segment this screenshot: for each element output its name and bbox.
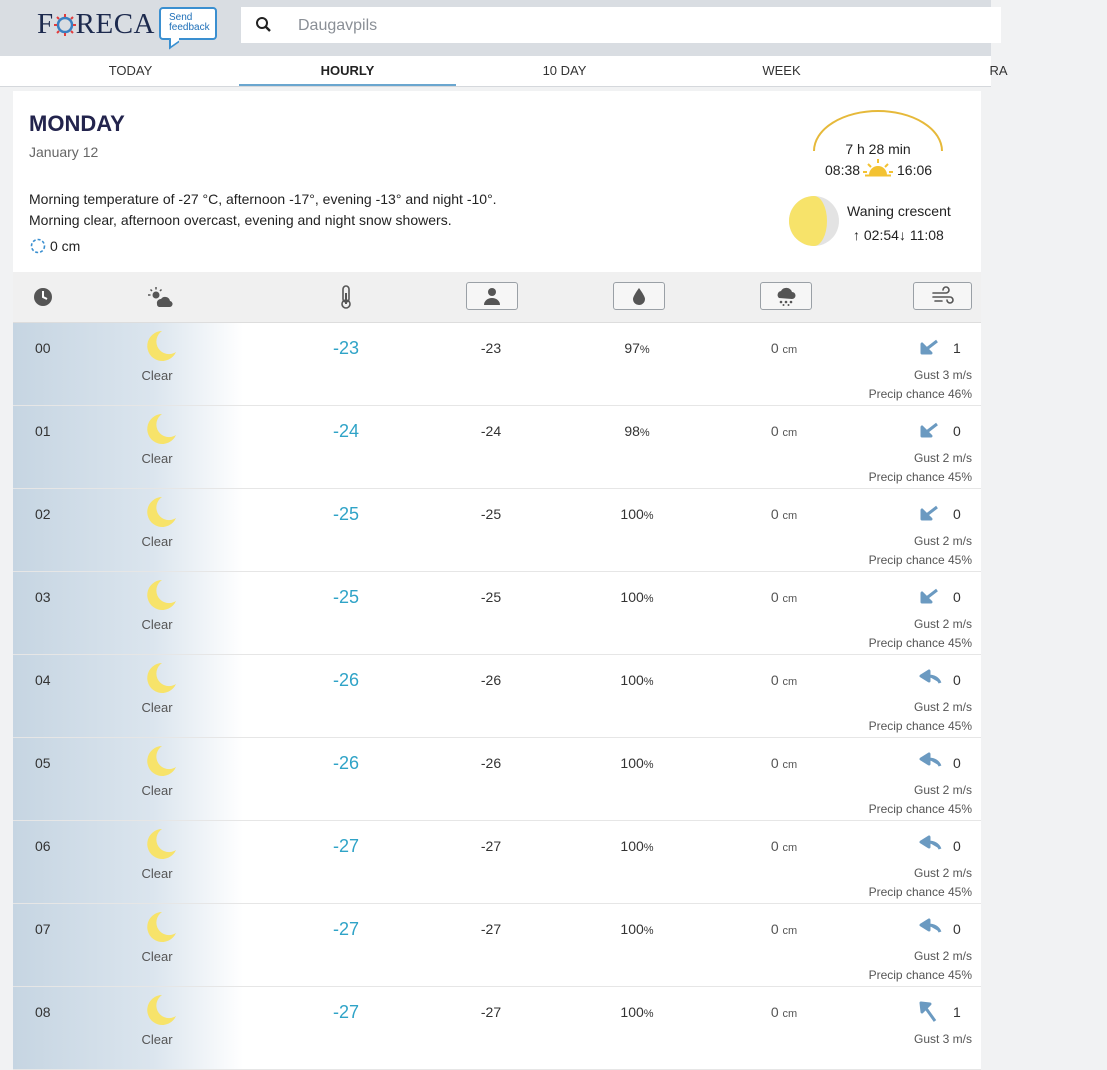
hour-row-04[interactable] bbox=[13, 655, 981, 738]
precipitation bbox=[744, 340, 824, 356]
rain-cloud-icon bbox=[775, 286, 797, 306]
moonrise-time: ↑ 02:54 bbox=[853, 227, 899, 243]
thermometer-icon bbox=[331, 282, 361, 312]
temperature: -24 bbox=[332, 421, 359, 441]
humidity-toggle-button[interactable] bbox=[613, 282, 665, 310]
gust: Gust 2 m/s bbox=[913, 783, 972, 797]
precip-value: 0 bbox=[770, 340, 779, 356]
wind-speed: 1 bbox=[953, 340, 961, 356]
precip-chance: Precip chance 45% bbox=[868, 885, 972, 899]
hour-row-08[interactable] bbox=[13, 987, 981, 1070]
humidity bbox=[597, 340, 677, 356]
temperature: -26 bbox=[332, 670, 359, 690]
precip-unit: cm bbox=[782, 427, 798, 439]
condition-text: Clear bbox=[141, 700, 173, 715]
precip-unit: cm bbox=[782, 759, 798, 771]
condition-text: Clear bbox=[141, 866, 173, 881]
precip-value: 0 bbox=[770, 506, 779, 522]
hourly-forecast-panel bbox=[13, 91, 981, 1049]
gust: Gust 3 m/s bbox=[913, 1032, 972, 1046]
moon-times bbox=[853, 227, 944, 243]
hour-label: 01 bbox=[35, 423, 51, 439]
hour-label: 03 bbox=[35, 589, 51, 605]
temperature: -26 bbox=[332, 753, 359, 773]
day-length: 7 h 28 min bbox=[845, 141, 911, 157]
precip-value: 0 bbox=[770, 589, 779, 605]
summary-line-conditions: Morning clear, afternoon overcast, evening and night snow showers. bbox=[29, 212, 452, 228]
tab-10-day[interactable]: 10 DAY bbox=[542, 63, 587, 78]
humidity bbox=[597, 589, 677, 605]
feels-like: -27 bbox=[480, 921, 502, 937]
day-summary bbox=[29, 189, 497, 231]
precip-value: 0 bbox=[770, 838, 779, 854]
hour-label: 08 bbox=[35, 1004, 51, 1020]
condition-text: Clear bbox=[141, 534, 173, 549]
wind-direction-arrow-icon bbox=[917, 335, 941, 359]
feels-like-toggle-button[interactable] bbox=[466, 282, 518, 310]
droplet-icon bbox=[632, 287, 646, 305]
wind-speed: 0 bbox=[953, 423, 961, 439]
precipitation bbox=[744, 423, 824, 439]
wind-speed: 0 bbox=[953, 506, 961, 522]
humidity bbox=[597, 921, 677, 937]
hour-row-02[interactable] bbox=[13, 489, 981, 572]
gust: Gust 2 m/s bbox=[913, 451, 972, 465]
humidity-unit: % bbox=[643, 1008, 654, 1020]
precip-chance: Precip chance 45% bbox=[868, 968, 972, 982]
feels-like: -25 bbox=[480, 506, 502, 522]
precipitation bbox=[744, 755, 824, 771]
tab-week[interactable]: WEEK bbox=[762, 63, 801, 78]
crescent-moon-icon bbox=[140, 327, 180, 367]
sunrise-sun-icon bbox=[863, 157, 893, 177]
temperature: -25 bbox=[332, 504, 359, 524]
precip-unit: cm bbox=[782, 593, 798, 605]
send-feedback-button[interactable] bbox=[159, 7, 217, 40]
precip-value: 0 bbox=[770, 672, 779, 688]
precip-unit: cm bbox=[782, 1008, 798, 1020]
humidity bbox=[597, 506, 677, 522]
humidity-unit: % bbox=[643, 510, 654, 522]
hour-label: 00 bbox=[35, 340, 51, 356]
day-date: January 12 bbox=[29, 144, 99, 160]
humidity-unit: % bbox=[639, 427, 650, 439]
sunrise-time: 08:38 bbox=[825, 162, 861, 178]
feels-like: -23 bbox=[480, 340, 502, 356]
condition-text: Clear bbox=[141, 783, 173, 798]
crescent-moon-icon bbox=[140, 991, 180, 1031]
person-icon bbox=[483, 287, 501, 305]
wind-direction-arrow-icon bbox=[917, 667, 943, 691]
wind-direction-arrow-icon bbox=[917, 501, 941, 525]
humidity-unit: % bbox=[643, 925, 654, 937]
snow-total bbox=[29, 237, 80, 255]
crescent-moon-icon bbox=[140, 576, 180, 616]
precip-chance: Precip chance 45% bbox=[868, 470, 972, 484]
temperature: -27 bbox=[332, 919, 359, 939]
hour-label: 02 bbox=[35, 506, 51, 522]
sun-info bbox=[808, 109, 948, 181]
logo-rest: RECA bbox=[75, 8, 155, 40]
hour-row-00[interactable] bbox=[13, 323, 981, 406]
precipitation bbox=[744, 1004, 824, 1020]
precip-value: 0 bbox=[770, 755, 779, 771]
humidity-unit: % bbox=[643, 676, 654, 688]
precipitation bbox=[744, 506, 824, 522]
hour-label: 05 bbox=[35, 755, 51, 771]
wind-speed: 0 bbox=[953, 921, 961, 937]
humidity bbox=[597, 755, 677, 771]
humidity bbox=[597, 1004, 677, 1020]
wind-direction-arrow-icon bbox=[917, 584, 941, 608]
weather-condition-icon bbox=[145, 282, 175, 312]
snowflake-icon bbox=[29, 237, 47, 255]
feels-like: -27 bbox=[480, 1004, 502, 1020]
gust: Gust 3 m/s bbox=[913, 368, 972, 382]
top-bar bbox=[0, 0, 991, 56]
feels-like: -25 bbox=[480, 589, 502, 605]
precipitation-toggle-button[interactable] bbox=[760, 282, 812, 310]
feels-like: -26 bbox=[480, 672, 502, 688]
humidity-value: 100 bbox=[620, 672, 644, 688]
humidity-unit: % bbox=[643, 842, 654, 854]
humidity-unit: % bbox=[643, 593, 654, 605]
precip-value: 0 bbox=[770, 423, 779, 439]
wind-icon bbox=[932, 287, 954, 305]
crescent-moon-icon bbox=[140, 908, 180, 948]
feedback-line2: feedback bbox=[169, 22, 210, 33]
moon-phase-name: Waning crescent bbox=[847, 203, 951, 219]
temperature: -25 bbox=[332, 587, 359, 607]
wind-speed: 0 bbox=[953, 755, 961, 771]
precip-unit: cm bbox=[782, 344, 798, 356]
feels-like: -24 bbox=[480, 423, 502, 439]
precipitation bbox=[744, 838, 824, 854]
sunset-time: 16:06 bbox=[897, 162, 933, 178]
condition-text: Clear bbox=[141, 617, 173, 632]
feedback-line1: Send bbox=[169, 12, 193, 23]
crescent-moon-icon bbox=[140, 659, 180, 699]
humidity bbox=[597, 838, 677, 854]
column-header bbox=[13, 272, 981, 323]
hour-row-07[interactable] bbox=[13, 904, 981, 987]
condition-text: Clear bbox=[141, 368, 173, 383]
hour-row-01[interactable] bbox=[13, 406, 981, 489]
crescent-moon-icon bbox=[140, 742, 180, 782]
precip-chance: Precip chance 45% bbox=[868, 802, 972, 816]
precip-chance: Precip chance 46% bbox=[868, 387, 972, 401]
hour-label: 04 bbox=[35, 672, 51, 688]
precip-chance: Precip chance 45% bbox=[868, 553, 972, 567]
gust: Gust 2 m/s bbox=[913, 700, 972, 714]
feels-like: -26 bbox=[480, 755, 502, 771]
tab-hourly[interactable]: HOURLY bbox=[239, 56, 456, 86]
snow-total-value: 0 cm bbox=[50, 238, 81, 254]
wind-direction-arrow-icon bbox=[917, 916, 943, 940]
gust: Gust 2 m/s bbox=[913, 534, 972, 548]
wind-direction-arrow-icon bbox=[917, 418, 941, 442]
wind-speed: 0 bbox=[953, 838, 961, 854]
crescent-moon-icon bbox=[140, 493, 180, 533]
day-name: MONDAY bbox=[29, 111, 125, 136]
hourly-rows bbox=[13, 323, 981, 1070]
foreca-logo[interactable]: F RECA bbox=[37, 8, 155, 40]
gust: Gust 2 m/s bbox=[913, 949, 972, 963]
temperature: -23 bbox=[332, 338, 359, 358]
precip-unit: cm bbox=[782, 510, 798, 522]
condition-text: Clear bbox=[141, 949, 173, 964]
precip-unit: cm bbox=[782, 676, 798, 688]
temperature: -27 bbox=[332, 1002, 359, 1022]
hour-label: 07 bbox=[35, 921, 51, 937]
moonset-time: ↓ 11:08 bbox=[898, 227, 944, 243]
hour-row-05[interactable] bbox=[13, 738, 981, 821]
wind-speed: 0 bbox=[953, 672, 961, 688]
summary-line-temperatures: Morning temperature of -27 °C, afternoon -17°, evening -13° and night -10°. bbox=[29, 191, 497, 207]
search-input[interactable] bbox=[296, 13, 900, 39]
moon-phase-icon bbox=[788, 195, 840, 247]
humidity bbox=[597, 423, 677, 439]
hour-row-03[interactable] bbox=[13, 572, 981, 655]
feels-like: -27 bbox=[480, 838, 502, 854]
humidity-unit: % bbox=[639, 344, 650, 356]
humidity-value: 100 bbox=[620, 1004, 644, 1020]
hour-row-06[interactable] bbox=[13, 821, 981, 904]
condition-text: Clear bbox=[141, 451, 173, 466]
gust: Gust 2 m/s bbox=[913, 866, 972, 880]
wind-speed: 1 bbox=[953, 1004, 961, 1020]
tab-today[interactable]: TODAY bbox=[108, 63, 153, 78]
humidity-value: 100 bbox=[620, 506, 644, 522]
crescent-moon-icon bbox=[140, 825, 180, 865]
hour-label: 06 bbox=[35, 838, 51, 854]
search-bar bbox=[241, 7, 1001, 43]
precip-unit: cm bbox=[782, 925, 798, 937]
tab-ra[interactable]: RA bbox=[989, 63, 1008, 78]
wind-toggle-button[interactable] bbox=[913, 282, 972, 310]
humidity-value: 97 bbox=[624, 340, 640, 356]
precip-value: 0 bbox=[770, 1004, 779, 1020]
precipitation bbox=[744, 672, 824, 688]
search-icon[interactable] bbox=[255, 16, 273, 34]
precip-chance: Precip chance 45% bbox=[868, 719, 972, 733]
gust: Gust 2 m/s bbox=[913, 617, 972, 631]
precip-chance: Precip chance 45% bbox=[868, 636, 972, 650]
humidity-value: 100 bbox=[620, 921, 644, 937]
humidity-value: 100 bbox=[620, 838, 644, 854]
precipitation bbox=[744, 589, 824, 605]
humidity-value: 98 bbox=[624, 423, 640, 439]
precip-unit: cm bbox=[782, 842, 798, 854]
humidity-unit: % bbox=[643, 759, 654, 771]
period-tabs bbox=[0, 56, 1008, 87]
wind-direction-arrow-icon bbox=[917, 750, 943, 774]
humidity-value: 100 bbox=[620, 589, 644, 605]
condition-text: Clear bbox=[141, 1032, 173, 1047]
wind-direction-arrow-icon bbox=[917, 999, 941, 1025]
precipitation bbox=[744, 921, 824, 937]
wind-direction-arrow-icon bbox=[917, 833, 943, 857]
clock-icon bbox=[28, 282, 58, 312]
temperature: -27 bbox=[332, 836, 359, 856]
logo-sun-icon bbox=[54, 8, 76, 41]
humidity-value: 100 bbox=[620, 755, 644, 771]
humidity bbox=[597, 672, 677, 688]
wind-speed: 0 bbox=[953, 589, 961, 605]
crescent-moon-icon bbox=[140, 410, 180, 450]
precip-value: 0 bbox=[770, 921, 779, 937]
